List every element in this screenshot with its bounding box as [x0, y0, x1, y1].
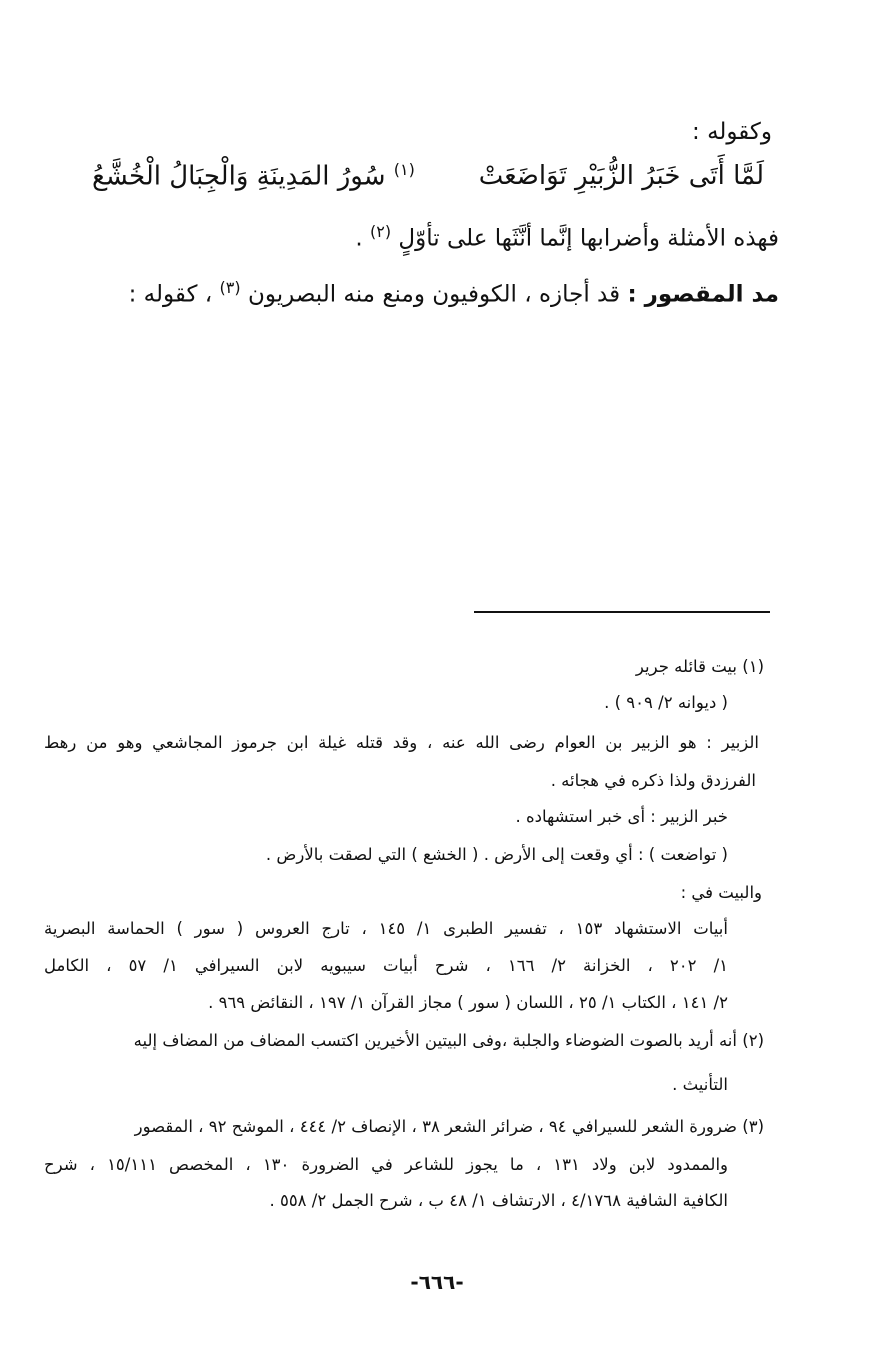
footnote-ref-3: (٣)	[219, 278, 241, 297]
footnote-1-line-9: ١/ ٢٠٢ ، الخزانة ٢/ ١٦٦ ، شرح أبيات سيبويه لابن السيرافي ١/ ٥٧ ، الكامل	[44, 956, 729, 975]
intro-line: وكقوله :	[692, 119, 772, 145]
verse-second-hemistich: $^{(١)}$ سُورُ المَدِينَةِ وَالْجِبَالُ الْخُشَّعُ	[92, 160, 415, 192]
footnote-2: (٢) أنه أريد بالصوت الضوضاء والجلبة ،وفى البيتين الأخيرين اكتسب المضاف من المضاف إليه	[133, 1031, 764, 1050]
footnote-2-line-2: التأنيث .	[672, 1075, 728, 1094]
footnote-ref-1: (١)	[393, 160, 415, 179]
paragraph-1: فهذه الأمثلة وأضرابها إنَّما أنَّثَها على تأوّلٍ $^{(٢)}$ .	[355, 222, 779, 252]
footnote-2-label: (٢)	[742, 1031, 764, 1050]
footnote-1-line-3: الزبير : هو الزبير بن العوام رضى الله عنه ، وقد قتله غيلة ابن جرموز المجاشعي وهو من رهط	[44, 733, 759, 752]
footnote-1-line-2: ( ديوانه ٢/ ٩٠٩ ) .	[604, 693, 728, 712]
footnote-3-label: (٣)	[742, 1117, 764, 1136]
footnote-1-line-8: أبيات الاستشهاد ١٥٣ ، تفسير الطبرى ١/ ١٤٥ ، تارج العروس ( سور ) الحماسة البصرية	[44, 919, 728, 938]
footnote-separator	[474, 611, 770, 613]
footnote-1-line-4: الفرزدق ولذا ذكره في هجائه .	[550, 771, 756, 790]
verse-first-hemistich: لَمَّا أَتَى خَبَرُ الزُّبَيْرِ تَوَاضَعَتْ	[478, 161, 764, 191]
footnote-1-label: (١)	[742, 657, 764, 676]
footnote-3-line-3: الكافية الشافية ٤/١٧٦٨ ، الارتشاف ١/ ٤٨ ب ، شرح الجمل ٢/ ٥٥٨ .	[269, 1191, 728, 1210]
footnote-1: (١) بيت قائله جرير	[635, 657, 764, 676]
section-heading: مد المقصور :	[627, 281, 779, 308]
footnote-1-line-5: خبر الزبير : أى خبر استشهاده .	[515, 807, 728, 826]
footnote-ref-2: (٢)	[370, 222, 392, 241]
page-number: -٦٦٦-	[410, 1270, 464, 1294]
footnote-3-line-2: والممدود لابن ولاد ١٣١ ، ما يجوز للشاعر في الضرورة ١٣٠ ، المخصص ١٥/١١١ ، شرح	[44, 1155, 728, 1174]
footnote-1-line-7: والبيت في :	[680, 883, 762, 902]
footnote-1-line-10: ٢/ ١٤١ ، الكتاب ١/ ٢٥ ، اللسان ( سور ) مجاز القرآن ١/ ١٩٧ ، النقائض ٩٦٩ .	[208, 993, 728, 1012]
paragraph-2: مد المقصور : قد أجازه ، الكوفيون ومنع منه البصريون $^{(٣)}$ ، كقوله :	[128, 278, 779, 308]
footnote-1-line-6: ( تواضعت ) : أي وقعت إلى الأرض . ( الخشع ) التي لصقت بالأرض .	[265, 845, 728, 864]
footnote-3: (٣) ضرورة الشعر للسيرافي ٩٤ ، ضرائر الشعر ٣٨ ، الإنصاف ٢/ ٤٤٤ ، الموشح ٩٢ ، المقصور	[134, 1117, 764, 1136]
